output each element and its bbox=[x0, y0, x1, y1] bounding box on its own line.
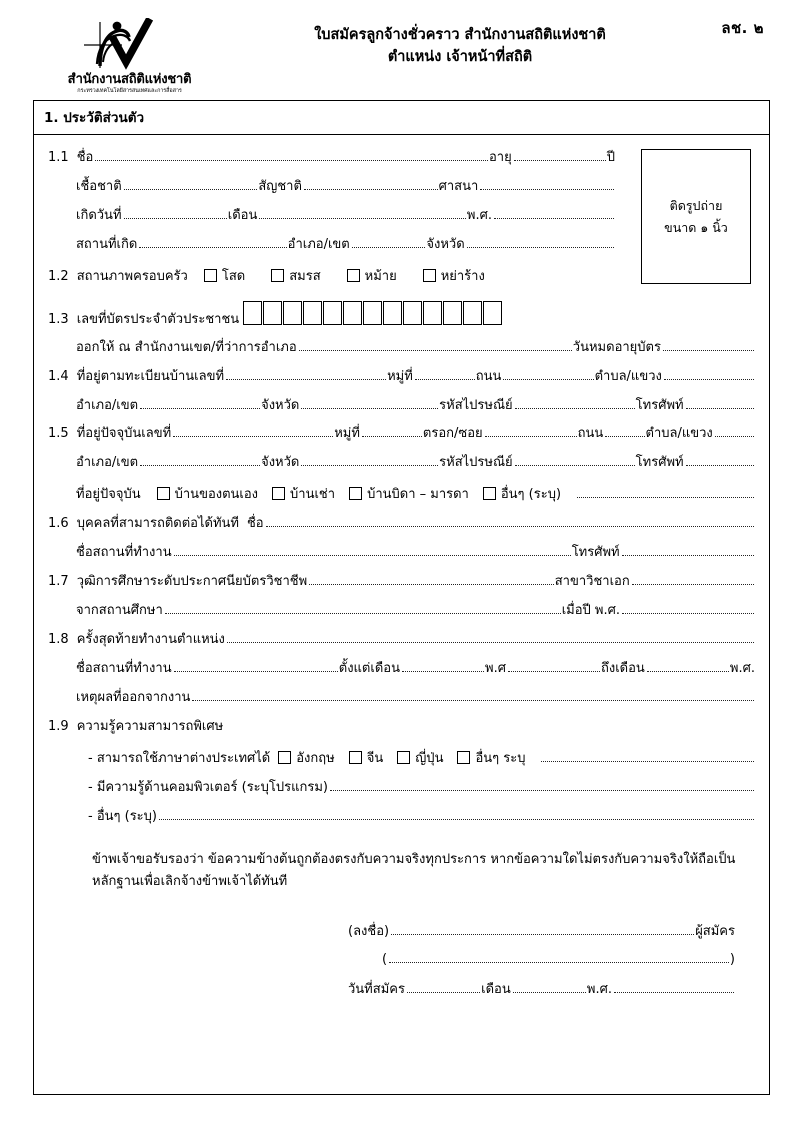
label-birth-place: สถานที่เกิด bbox=[76, 236, 138, 252]
row-registered-address bbox=[48, 370, 755, 385]
row-emergency-contact bbox=[48, 517, 755, 532]
label-registered-district: อำเภอ/เขต bbox=[76, 397, 139, 413]
label-birth-year: พ.ศ. bbox=[466, 207, 492, 223]
checkbox-icon[interactable] bbox=[349, 487, 362, 500]
form-title-line-1: ใบสมัครลูกจ้างชั่วคราว สำนักงานสถิติแห่งชาติ bbox=[314, 27, 606, 43]
label-institution: จากสถานศึกษา bbox=[76, 603, 163, 619]
label-birth-province: จังหวัด bbox=[426, 236, 465, 252]
id-digit-box[interactable] bbox=[443, 301, 462, 325]
row-current-district-province bbox=[48, 456, 755, 471]
form-title bbox=[230, 24, 690, 69]
row-birth-date bbox=[48, 209, 615, 224]
paren-open: ( bbox=[382, 952, 388, 968]
label-special-skills: ความรู้ความสามารถพิเศษ bbox=[76, 718, 224, 734]
checkbox-option-housing-other[interactable] bbox=[483, 485, 561, 503]
checkbox-icon[interactable] bbox=[483, 487, 496, 500]
input-application-year[interactable] bbox=[614, 991, 734, 993]
label-birth-district: อำเภอ/เขต bbox=[287, 236, 350, 252]
label-emergency-contact: บุคคลที่สามารถติดต่อได้ทันที bbox=[76, 516, 239, 532]
input-registered-postcode[interactable] bbox=[515, 407, 635, 409]
agency-logo-block bbox=[42, 18, 217, 94]
input-registered-phone[interactable] bbox=[686, 407, 754, 409]
checkbox-option-widowed[interactable] bbox=[347, 267, 397, 285]
form-title-line-2: ตำแหน่ง เจ้าหน้าที่สถิติ bbox=[387, 49, 533, 66]
row-other-skills bbox=[48, 810, 755, 825]
option-label: บ้านเช่า bbox=[290, 487, 336, 503]
row-printed-name bbox=[348, 952, 735, 967]
label-current-province: จังหวัด bbox=[261, 455, 300, 471]
checkbox-icon[interactable] bbox=[347, 269, 360, 282]
row-leaving-reason bbox=[48, 691, 755, 706]
row-education bbox=[48, 575, 755, 590]
label-name: ชื่อ bbox=[76, 150, 94, 165]
row-national-id bbox=[48, 299, 755, 328]
input-name[interactable] bbox=[95, 159, 488, 161]
input-registered-moo[interactable] bbox=[415, 378, 475, 380]
label-registered-phone: โทรศัพท์ bbox=[635, 397, 684, 413]
input-current-road[interactable] bbox=[605, 435, 644, 437]
section-heading-personal-history: 1. ประวัติส่วนตัว bbox=[34, 101, 769, 135]
checkbox-icon[interactable] bbox=[271, 269, 284, 282]
label-id-issued-at: ออกให้ ณ สำนักงานเขต/ที่ว่าการอำเภอ bbox=[76, 339, 297, 355]
label-registered-address: ที่อยู่ตามทะเบียนบ้านเลขที่ bbox=[76, 368, 225, 384]
field-number-1-2: 1.2 bbox=[48, 268, 69, 284]
label-current-postcode: รหัสไปรษณีย์ bbox=[439, 455, 513, 471]
label-application-month: เดือน bbox=[481, 982, 511, 998]
input-printed-name[interactable] bbox=[389, 961, 729, 963]
input-language-other[interactable] bbox=[541, 760, 754, 762]
label-foreign-languages: - สามารถใช้ภาษาต่างประเทศได้ bbox=[88, 750, 271, 766]
input-id-expiry[interactable] bbox=[663, 349, 754, 351]
marital-status-options bbox=[204, 267, 511, 285]
photo-line-1: ติดรูปถ่าย bbox=[669, 198, 723, 214]
checkbox-icon[interactable] bbox=[278, 751, 291, 764]
signature-block bbox=[48, 920, 755, 999]
label-applicant-role: ผู้สมัคร bbox=[695, 924, 735, 940]
input-registered-province[interactable] bbox=[301, 407, 438, 409]
label-last-position: ครั้งสุดท้ายทำงานตำแหน่ง bbox=[76, 632, 225, 647]
input-birth-year[interactable] bbox=[494, 217, 614, 219]
field-number-1-6: 1.6 bbox=[48, 516, 69, 532]
label-id-expiry: วันหมดอายุบัตร bbox=[572, 339, 661, 355]
input-registered-district[interactable] bbox=[140, 407, 260, 409]
option-label: สมรส bbox=[289, 268, 321, 284]
label-computer-skills: - มีความรู้ด้านคอมพิวเตอร์ (ระบุโปรแกรม) bbox=[88, 779, 328, 795]
input-current-house-no[interactable] bbox=[173, 435, 333, 437]
input-education[interactable] bbox=[309, 583, 554, 585]
field-number-1-8: 1.8 bbox=[48, 632, 69, 647]
checkbox-option-japanese[interactable] bbox=[397, 749, 443, 767]
input-leaving-reason[interactable] bbox=[192, 699, 754, 701]
input-nationality[interactable] bbox=[304, 188, 438, 190]
option-label: หม้าย bbox=[364, 268, 397, 284]
input-major[interactable] bbox=[632, 583, 754, 585]
label-graduation-year: เมื่อปี พ.ศ. bbox=[561, 603, 621, 619]
input-current-subdistrict[interactable] bbox=[715, 435, 754, 437]
row-birth-place bbox=[48, 238, 615, 253]
label-other-skills: - อื่นๆ (ระบุ) bbox=[88, 808, 157, 824]
label-registered-province: จังหวัด bbox=[261, 397, 300, 413]
row-foreign-languages bbox=[48, 749, 755, 767]
option-label: อังกฤษ bbox=[296, 750, 335, 766]
label-current-subdistrict: ตำบล/แขวง bbox=[645, 426, 713, 442]
label-religion: ศาสนา bbox=[438, 178, 479, 194]
input-application-month[interactable] bbox=[513, 991, 586, 993]
option-label: บ้านบิดา – มารดา bbox=[367, 487, 469, 503]
national-id-digit-boxes[interactable] bbox=[243, 301, 503, 325]
label-application-year: พ.ศ. bbox=[586, 982, 613, 998]
checkbox-icon[interactable] bbox=[457, 751, 470, 764]
label-leaving-reason: เหตุผลที่ออกจากงาน bbox=[76, 689, 191, 705]
checkbox-option-divorced[interactable] bbox=[423, 267, 485, 285]
label-contact-name: ชื่อ bbox=[246, 516, 264, 532]
input-contact-name[interactable] bbox=[266, 525, 754, 527]
label-to-year: พ.ศ. bbox=[729, 660, 755, 676]
field-number-1-4: 1.4 bbox=[48, 368, 69, 384]
input-housing-other[interactable] bbox=[577, 496, 754, 498]
label-birth-date: เกิดวันที่ bbox=[76, 207, 122, 223]
row-last-workplace-period bbox=[48, 662, 755, 677]
input-from-month[interactable] bbox=[402, 670, 484, 672]
id-digit-box[interactable] bbox=[363, 301, 382, 325]
row-name-age bbox=[48, 151, 615, 166]
label-housing-type: ที่อยู่ปัจจุบัน bbox=[76, 487, 141, 503]
input-id-issued-at[interactable] bbox=[299, 349, 572, 351]
label-registered-road: ถนน bbox=[475, 368, 502, 384]
page-header bbox=[0, 0, 800, 92]
input-application-day[interactable] bbox=[407, 991, 480, 993]
input-religion[interactable] bbox=[480, 188, 614, 190]
input-current-district[interactable] bbox=[140, 464, 260, 466]
input-signature[interactable] bbox=[391, 933, 694, 935]
label-current-soi: ตรอก/ซอย bbox=[422, 426, 483, 442]
label-from-month: ตั้งแต่เดือน bbox=[338, 660, 400, 676]
label-signature: (ลงชื่อ) bbox=[348, 924, 390, 940]
form-body bbox=[33, 100, 770, 1095]
row-current-address bbox=[48, 427, 755, 442]
label-marital-status: สถานภาพครอบครัว bbox=[76, 268, 188, 284]
checkbox-icon[interactable] bbox=[397, 751, 410, 764]
input-registered-subdistrict[interactable] bbox=[664, 378, 754, 380]
checkbox-option-language-other[interactable] bbox=[457, 749, 525, 767]
checkbox-icon[interactable] bbox=[204, 269, 217, 282]
checkbox-option-chinese[interactable] bbox=[349, 749, 384, 767]
input-birth-place[interactable] bbox=[139, 246, 286, 248]
row-last-position bbox=[48, 633, 755, 648]
option-label: จีน bbox=[366, 750, 384, 766]
checkbox-icon[interactable] bbox=[423, 269, 436, 282]
field-number-1-5: 1.5 bbox=[48, 426, 69, 442]
checkbox-option-own-house[interactable] bbox=[157, 485, 258, 503]
checkbox-option-married[interactable] bbox=[271, 267, 320, 285]
row-computer-skills bbox=[48, 781, 755, 796]
label-current-road: ถนน bbox=[577, 426, 604, 442]
national-statistical-office-logo-icon bbox=[70, 18, 190, 72]
input-age[interactable] bbox=[514, 159, 606, 161]
input-current-province[interactable] bbox=[301, 464, 438, 466]
input-current-moo[interactable] bbox=[362, 435, 422, 437]
row-id-issue-office bbox=[48, 341, 755, 356]
input-birth-month[interactable] bbox=[259, 217, 466, 219]
row-application-date bbox=[348, 978, 735, 999]
checkbox-option-parents-house[interactable] bbox=[349, 485, 469, 503]
row-housing-type bbox=[48, 485, 755, 503]
label-last-workplace: ชื่อสถานที่ทำงาน bbox=[76, 660, 172, 676]
label-national-id: เลขที่บัตรประจำตัวประชาชน bbox=[76, 311, 240, 327]
label-contact-workplace: ชื่อสถานที่ทำงาน bbox=[76, 545, 172, 561]
checkbox-icon[interactable] bbox=[272, 487, 285, 500]
option-label: โสด bbox=[221, 268, 246, 284]
id-digit-box[interactable] bbox=[263, 301, 282, 325]
input-current-postcode[interactable] bbox=[515, 464, 635, 466]
row-contact-workplace bbox=[48, 546, 755, 561]
label-registered-moo: หมู่ที่ bbox=[387, 368, 413, 384]
id-digit-box[interactable] bbox=[383, 301, 402, 325]
label-major: สาขาวิชาเอก bbox=[554, 574, 630, 590]
id-digit-box[interactable] bbox=[343, 301, 362, 325]
label-age-unit: ปี bbox=[606, 150, 615, 165]
label-contact-phone: โทรศัพท์ bbox=[571, 545, 620, 561]
row-ethnicity-nationality-religion bbox=[48, 180, 615, 195]
label-current-moo: หมู่ที่ bbox=[334, 426, 360, 442]
input-current-phone[interactable] bbox=[686, 464, 754, 466]
agency-name: สำนักงานสถิติแห่งชาติ bbox=[67, 72, 192, 87]
declaration-text: ข้าพเจ้าขอรับรองว่า ข้อความข้างต้นถูกต้องตรงกับความจริงทุกประการ หากข้อความใดไม่ตรงกับความจริงให้ถือเป็นหลักฐานเพื่อเลิกจ้างข้าพเจ้าได้ทันที bbox=[92, 851, 736, 890]
input-computer-skills[interactable] bbox=[330, 789, 754, 791]
input-registered-house-no[interactable] bbox=[226, 378, 386, 380]
label-nationality: สัญชาติ bbox=[258, 178, 302, 194]
input-last-workplace[interactable] bbox=[174, 670, 338, 672]
row-special-skills-heading bbox=[48, 720, 755, 735]
label-to-month: ถึงเดือน bbox=[601, 660, 645, 676]
id-digit-box[interactable] bbox=[403, 301, 422, 325]
id-digit-box[interactable] bbox=[483, 301, 502, 325]
id-digit-box[interactable] bbox=[423, 301, 442, 325]
id-digit-box[interactable] bbox=[303, 301, 322, 325]
checkbox-option-rented-house[interactable] bbox=[272, 485, 335, 503]
input-birth-date[interactable] bbox=[124, 217, 227, 219]
field-number-1-1: 1.1 bbox=[48, 150, 69, 165]
label-birth-month: เดือน bbox=[227, 207, 258, 223]
option-label: ญี่ปุ่น bbox=[415, 750, 444, 766]
checkbox-option-english[interactable] bbox=[278, 749, 334, 767]
checkbox-icon[interactable] bbox=[157, 487, 170, 500]
label-current-phone: โทรศัพท์ bbox=[635, 455, 684, 471]
checkbox-option-single[interactable] bbox=[204, 267, 245, 285]
field-number-1-7: 1.7 bbox=[48, 574, 69, 590]
id-digit-box[interactable] bbox=[283, 301, 302, 325]
id-digit-box[interactable] bbox=[463, 301, 482, 325]
label-education: วุฒิการศึกษาระดับประกาศนียบัตรวิชาชีพ bbox=[76, 574, 308, 590]
input-birth-province[interactable] bbox=[467, 246, 614, 248]
checkbox-icon[interactable] bbox=[349, 751, 362, 764]
form-code: ลช. ๒ bbox=[721, 19, 764, 37]
photo-line-2: ขนาด ๑ นิ้ว bbox=[664, 219, 728, 235]
input-graduation-year[interactable] bbox=[622, 612, 754, 614]
label-application-date: วันที่สมัคร bbox=[348, 982, 405, 998]
input-from-year[interactable] bbox=[508, 670, 600, 672]
option-label: หย่าร้าง bbox=[440, 268, 485, 284]
row-institution bbox=[48, 604, 755, 619]
option-label: อื่นๆ ระบุ bbox=[475, 750, 526, 766]
input-institution[interactable] bbox=[165, 612, 561, 614]
label-registered-subdistrict: ตำบล/แขวง bbox=[594, 368, 662, 384]
paren-close: ) bbox=[729, 952, 735, 968]
label-ethnicity: เชื้อชาติ bbox=[76, 178, 122, 194]
input-other-skills[interactable] bbox=[159, 818, 754, 820]
label-age: อายุ bbox=[489, 150, 512, 165]
row-registered-district-province bbox=[48, 399, 755, 414]
input-last-position[interactable] bbox=[227, 641, 754, 643]
agency-subtitle: กระทรวงเทคโนโลยีสารสนเทศและการสื่อสาร bbox=[77, 87, 182, 94]
label-current-address: ที่อยู่ปัจจุบันเลขที่ bbox=[76, 426, 172, 442]
field-number-1-3: 1.3 bbox=[48, 311, 69, 327]
section-content bbox=[34, 135, 769, 999]
input-current-soi[interactable] bbox=[485, 435, 577, 437]
input-contact-phone[interactable] bbox=[622, 554, 754, 556]
input-to-month[interactable] bbox=[647, 670, 729, 672]
label-from-year: พ.ศ bbox=[485, 660, 507, 676]
option-label: อื่นๆ (ระบุ) bbox=[500, 487, 562, 503]
id-digit-box[interactable] bbox=[243, 301, 262, 325]
id-digit-box[interactable] bbox=[323, 301, 342, 325]
input-ethnicity[interactable] bbox=[124, 188, 258, 190]
option-label: บ้านของตนเอง bbox=[174, 487, 259, 503]
field-number-1-9: 1.9 bbox=[48, 718, 69, 734]
row-signature bbox=[348, 920, 735, 941]
input-birth-district[interactable] bbox=[352, 246, 426, 248]
label-current-district: อำเภอ/เขต bbox=[76, 455, 139, 471]
input-registered-road[interactable] bbox=[503, 378, 593, 380]
input-contact-workplace[interactable] bbox=[174, 554, 571, 556]
photo-attachment-box[interactable] bbox=[641, 149, 751, 284]
label-registered-postcode: รหัสไปรษณีย์ bbox=[439, 397, 513, 413]
